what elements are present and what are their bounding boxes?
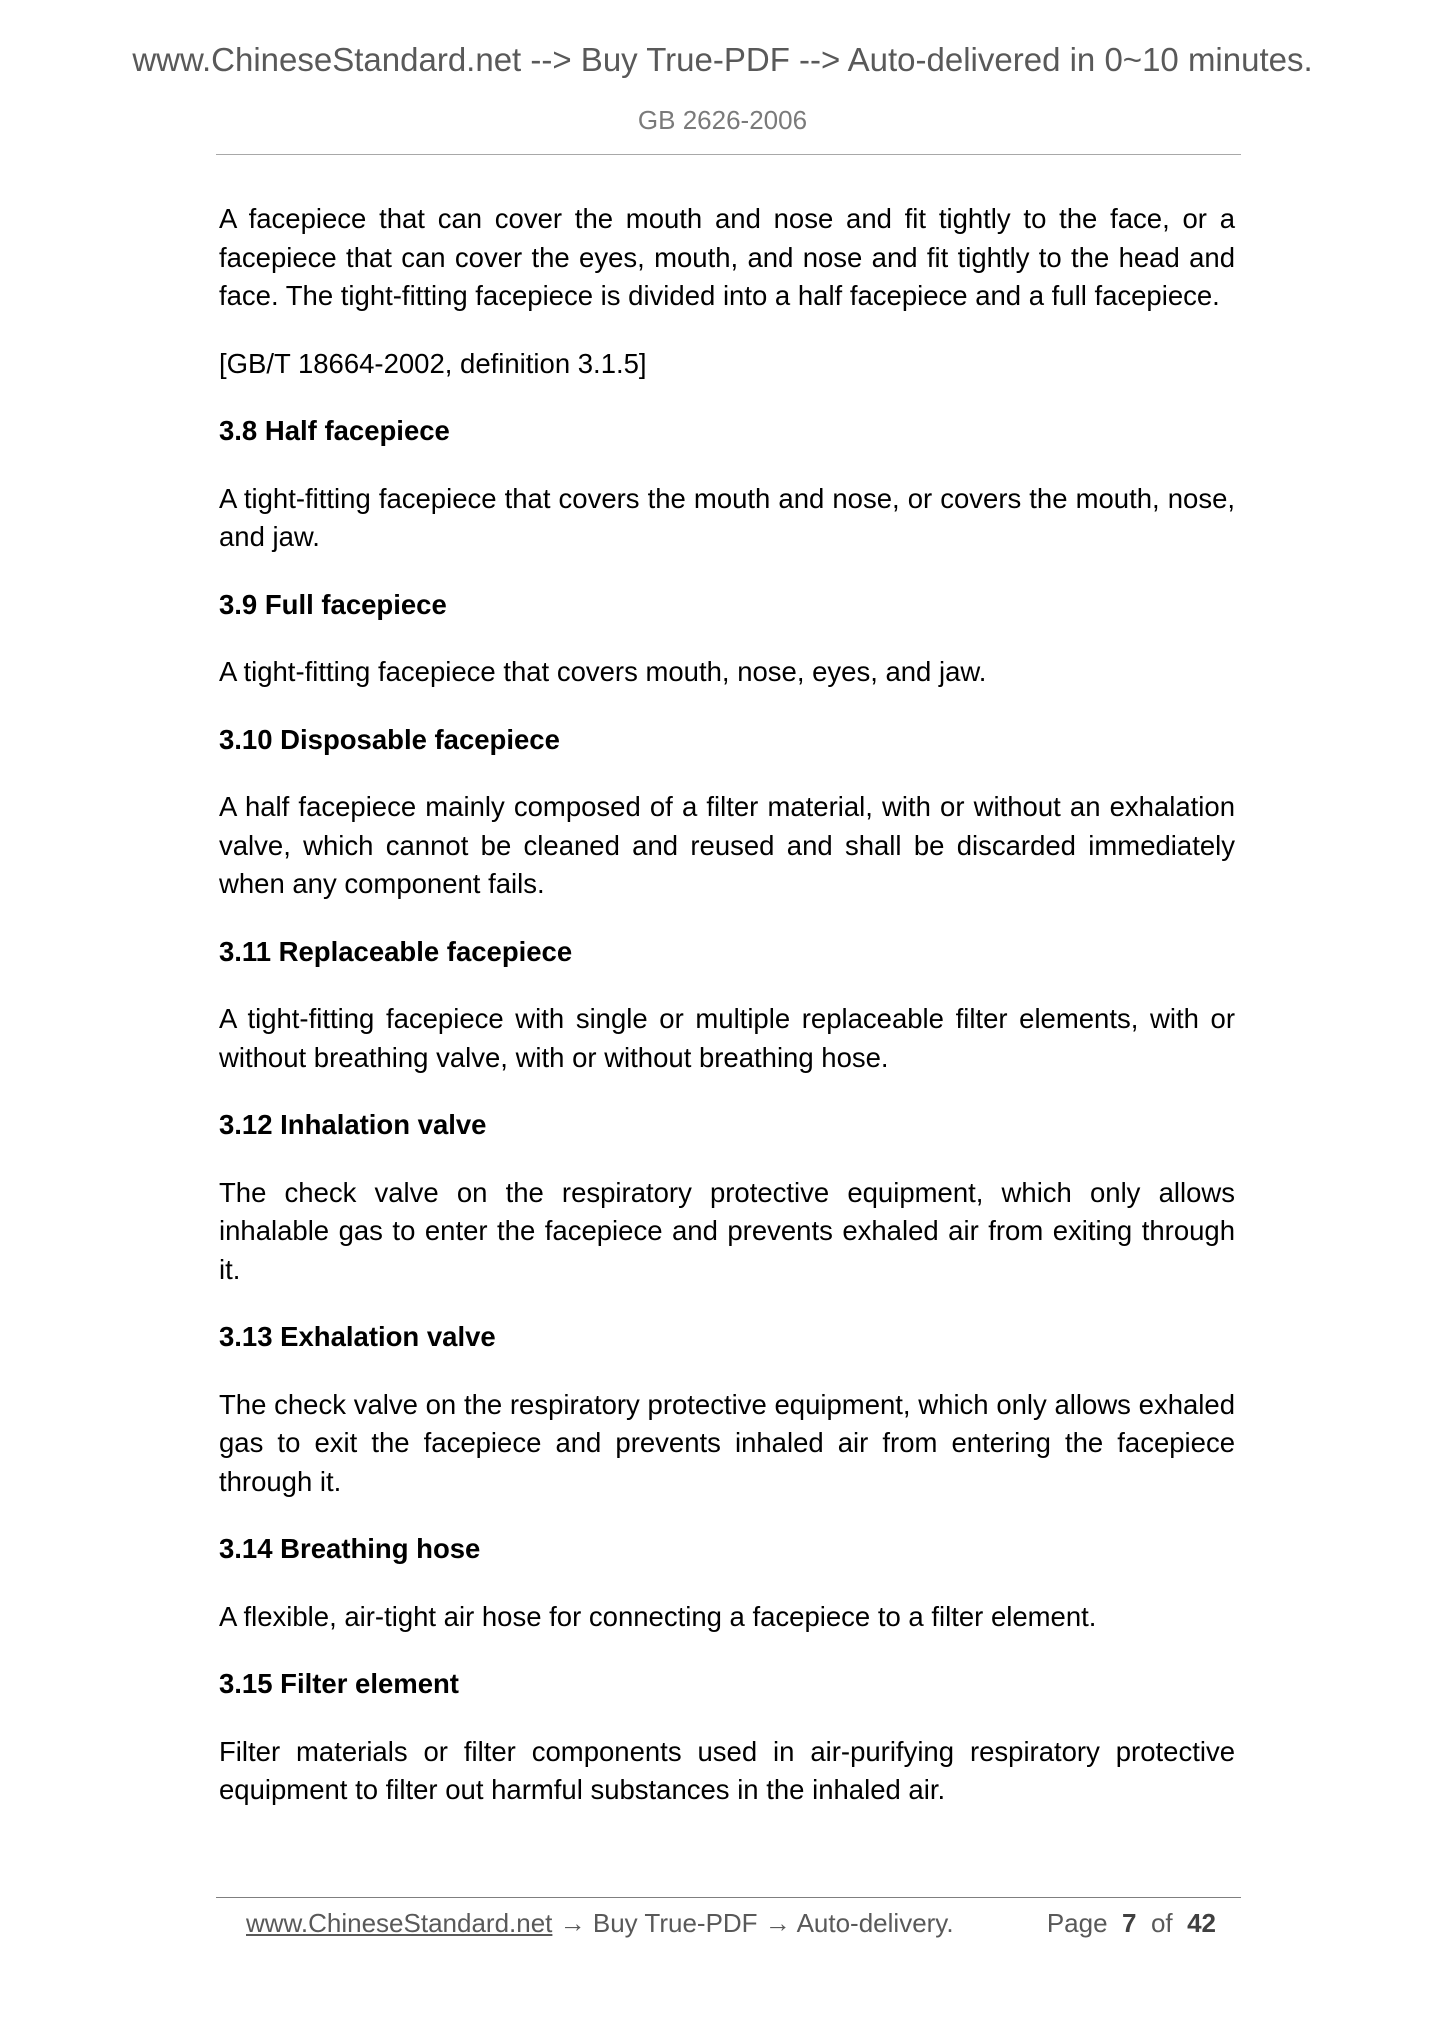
intro-paragraph: A facepiece that can cover the mouth and nose and fit tightly to the face, or a facepiece that can cover the eyes, mouth, and nose and fit tightly to the head and face. The tight-fitting facepiece is divided into a half facepiece and a full facepiece. <box>219 203 1235 311</box>
page-label: Page <box>1046 1908 1108 1938</box>
page-of: of <box>1150 1908 1173 1938</box>
section-heading: 3.10 Disposable facepiece <box>219 723 560 755</box>
page-current: 7 <box>1122 1908 1137 1938</box>
section-heading: 3.15 Filter element <box>219 1668 459 1699</box>
page-content <box>219 200 1235 1839</box>
section-text: A tight-fitting facepiece that covers mouth, nose, eyes, and jaw. <box>219 656 987 687</box>
section-text: The check valve on the respiratory protective equipment, which only allows inhalable gas to enter the facepiece and prevents exhaled air from exiting through it. <box>219 1176 1235 1285</box>
section-heading: 3.13 Exhalation valve <box>219 1321 496 1352</box>
footer-left <box>246 1903 954 1943</box>
page-number <box>1047 1903 1216 1943</box>
section-heading: 3.11 Replaceable facepiece <box>219 935 573 967</box>
citation: [GB/T 18664-2002, definition 3.1.5] <box>219 347 647 379</box>
section-heading: 3.12 Inhalation valve <box>219 1109 487 1140</box>
page-footer <box>246 1903 1216 1943</box>
top-banner: www.ChineseStandard.net --> Buy True-PDF --> Auto-delivered in 0~10 minutes. <box>132 41 1313 78</box>
page-total: 42 <box>1187 1908 1216 1938</box>
section-text: The check valve on the respiratory protective equipment, which only allows exhaled gas to exit the facepiece and prevents inhaled air from entering the facepiece through it. <box>219 1388 1235 1497</box>
footer-tagline: → Buy True-PDF → Auto-delivery. <box>552 1908 954 1938</box>
header-divider <box>216 154 1241 155</box>
section-text: A tight-fitting facepiece that covers the mouth and nose, or covers the mouth, nose, and jaw. <box>219 482 1235 552</box>
section-heading: 3.14 Breathing hose <box>219 1533 481 1564</box>
section-heading: 3.8 Half facepiece <box>219 415 450 446</box>
document-code: GB 2626-2006 <box>637 105 808 135</box>
section-text: Filter materials or filter components used in air-purifying respiratory protective equipment to filter out harmful substances in the inhaled air. <box>219 1735 1235 1805</box>
section-text: A half facepiece mainly composed of a filter material, with or without an exhalation valve, which cannot be cleaned and reused and shall be discarded immediately when any component fails. <box>219 791 1235 899</box>
section-heading: 3.9 Full facepiece <box>219 588 447 620</box>
footer-divider <box>216 1897 1241 1898</box>
section-text: A tight-fitting facepiece with single or multiple replaceable filter elements, with or without breathing valve, with or without breathing hose. <box>219 1003 1235 1073</box>
section-text: A flexible, air-tight air hose for connecting a facepiece to a filter element. <box>219 1600 1097 1632</box>
footer-website-link[interactable]: www.ChineseStandard.net <box>246 1908 553 1938</box>
